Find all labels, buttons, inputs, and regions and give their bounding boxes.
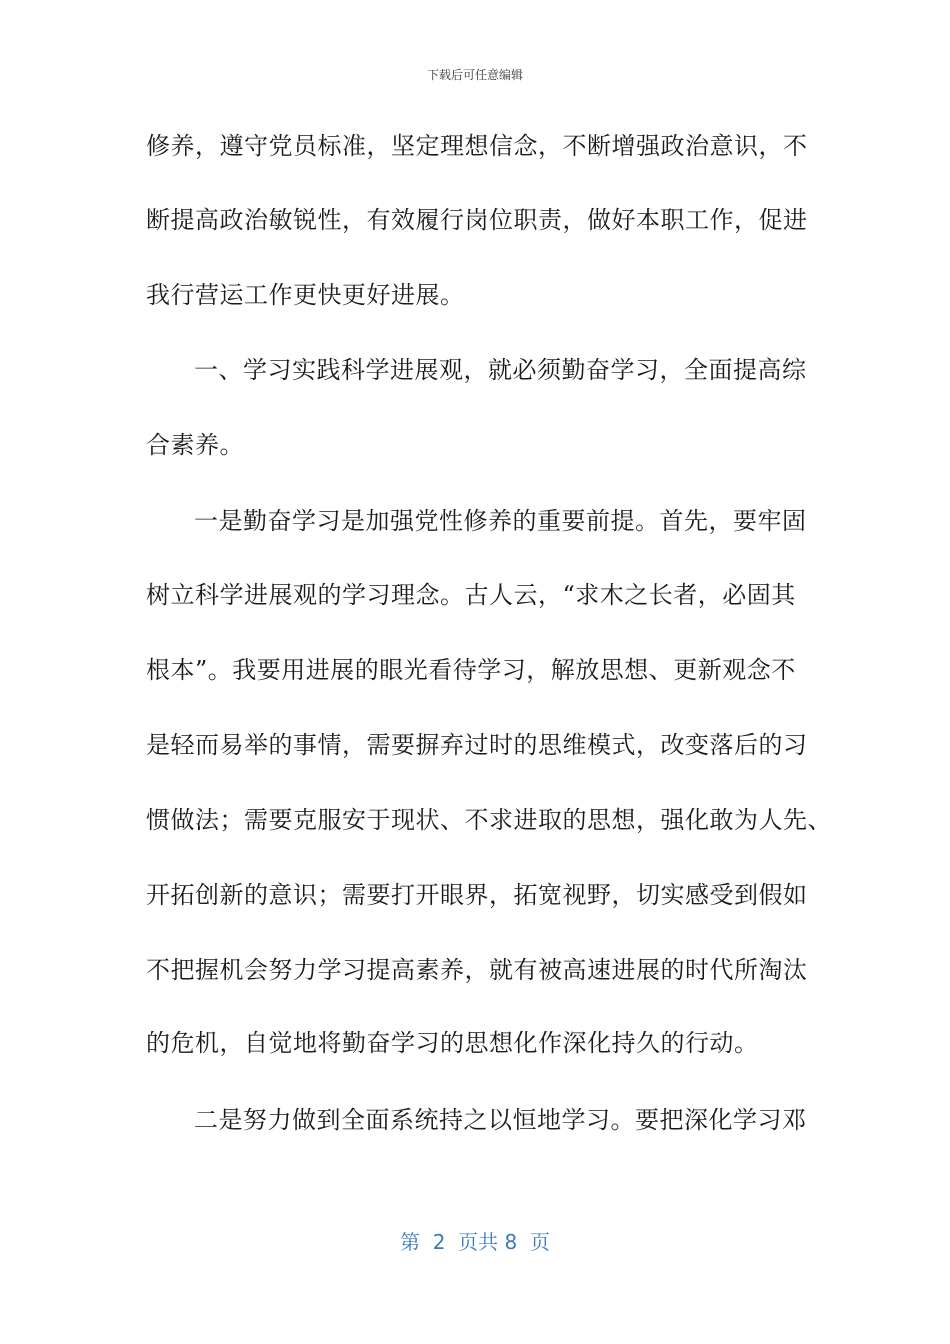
header-note: 下载后可任意编辑 [426, 68, 523, 82]
paragraph-start: 二是努力做到全面系统持之以恒地学习。要把深化学习邓 [194, 1106, 807, 1134]
page-number: 第 2 页共 8 页 [400, 1230, 550, 1254]
text-line: 的危机，自觉地将勤奋学习的思想化作深化持久的行动。 [146, 1029, 759, 1057]
text-line: 修养，遵守党员标准，坚定理想信念，不断增强政治意识，不 [146, 132, 808, 160]
text-line: 不把握机会努力学习提高素养，就有被高速进展的时代所淘汰 [146, 956, 808, 984]
text-line: 树立科学进展观的学习理念。古人云，“求木之长者，必固其 [146, 581, 796, 609]
paragraph-heading: 一、学习实践科学进展观，就必须勤奋学习，全面提高综 [194, 356, 807, 384]
text-line: 开拓创新的意识；需要打开眼界，拓宽视野，切实感受到假如 [146, 881, 808, 909]
paragraph-start: 一是勤奋学习是加强党性修养的重要前提。首先，要牢固 [194, 507, 807, 535]
text-line: 我行营运工作更快更好进展。 [146, 281, 465, 309]
text-line: 惯做法；需要克服安于现状、不求进取的思想，强化敢为人先、 [146, 806, 832, 834]
text-line: 是轻而易举的事情，需要摒弃过时的思维模式，改变落后的习 [146, 731, 808, 759]
text-line: 合素养。 [146, 431, 244, 459]
text-line: 断提高政治敏锐性，有效履行岗位职责，做好本职工作，促进 [146, 206, 808, 234]
text-line: 根本”。我要用进展的眼光看待学习，解放思想、更新观念不 [146, 656, 796, 684]
